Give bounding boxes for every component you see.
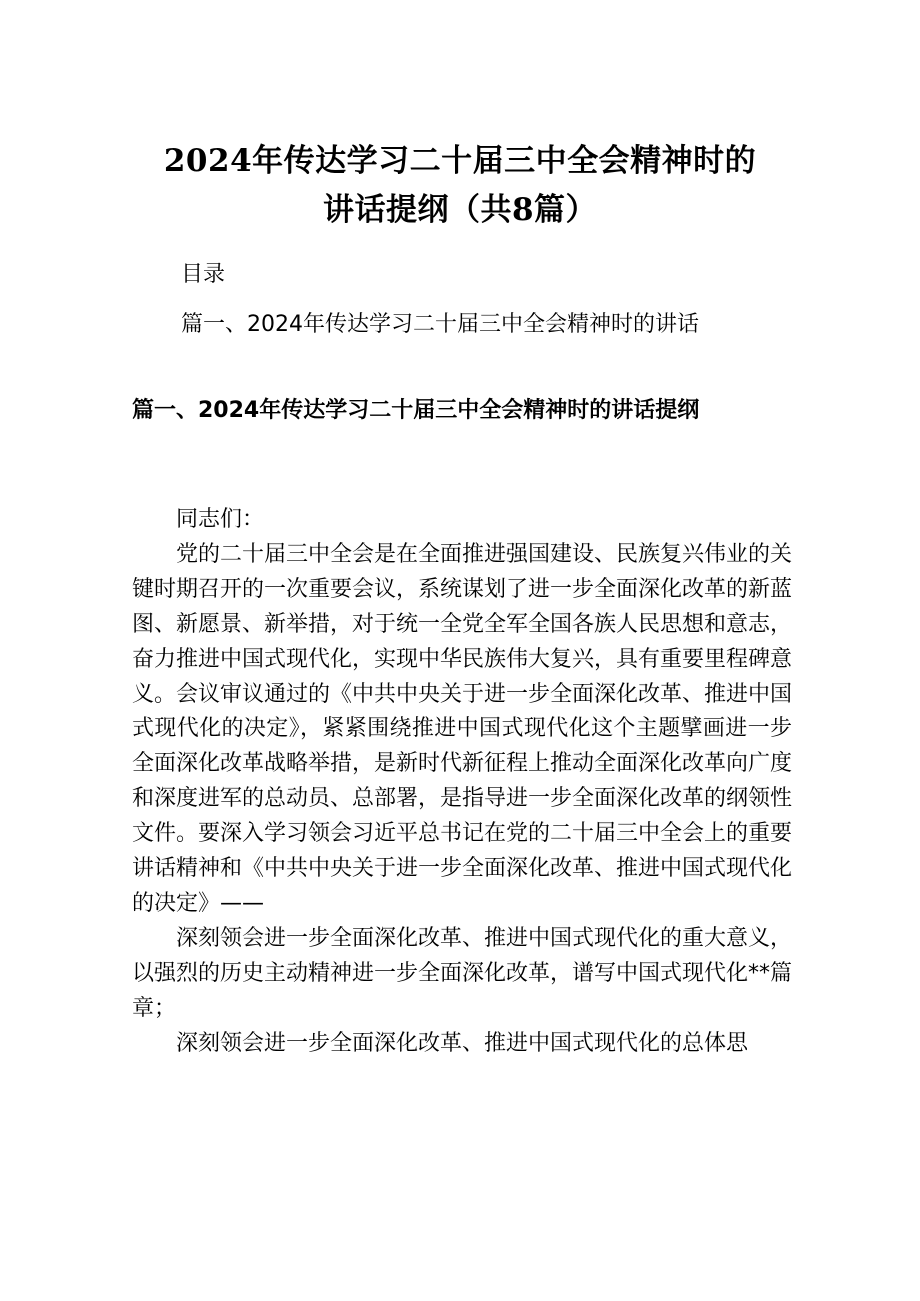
section-title: 篇一、2024年传达学习二十届三中全会精神时的讲话提纲 bbox=[132, 398, 700, 423]
document-title-line-1: 2024年传达学习二十届三中全会精神时的 bbox=[163, 143, 757, 179]
toc-item[interactable]: 篇一、2024年传达学习二十届三中全会精神时的讲话 bbox=[181, 312, 699, 337]
document-title-line-2: 讲话提纲（共8篇） bbox=[322, 192, 598, 228]
body-paragraph: 深刻领会进一步全面深化改革、推进中国式现代化的总体思 bbox=[176, 1030, 749, 1056]
body-paragraph: 党的二十届三中全会是在全面推进强国建设、民族复兴伟业的关键时期召开的一次重要会议，系统谋划了进一步全面深化改革的新蓝图、新愿景、新举措，对于统一全党全军全国各族人民思想和意志，奋力推进中国式现代化，实现中华民族伟大复兴，具有重要里程碑意义。会议审议通过的《中共中央关于进一步全面深化改革、推进中国式现代化的决定》，紧紧围绕推进中国式现代化这个主题擘画进一步全面深化改革战略举措，是新时代新征程上推动全面深化改革向广度和深度进军的总动员、总部署，是指导进一步全面深化改革的纲领性文件。要深入学习领会习近平总书记在党的二十届三中全会上的重要讲话精神和《中共中央关于进一步全面深化改革、推进中国式现代化的决定》—— bbox=[132, 541, 793, 916]
toc-heading: 目录 bbox=[181, 262, 226, 287]
document-body bbox=[132, 503, 792, 1062]
body-paragraph: 深刻领会进一步全面深化改革、推进中国式现代化的重大意义，以强烈的历史主动精神进一步全面深化改革，谱写中国式现代化**篇章； bbox=[132, 925, 793, 1021]
salutation-paragraph: 同志们： bbox=[176, 507, 265, 532]
